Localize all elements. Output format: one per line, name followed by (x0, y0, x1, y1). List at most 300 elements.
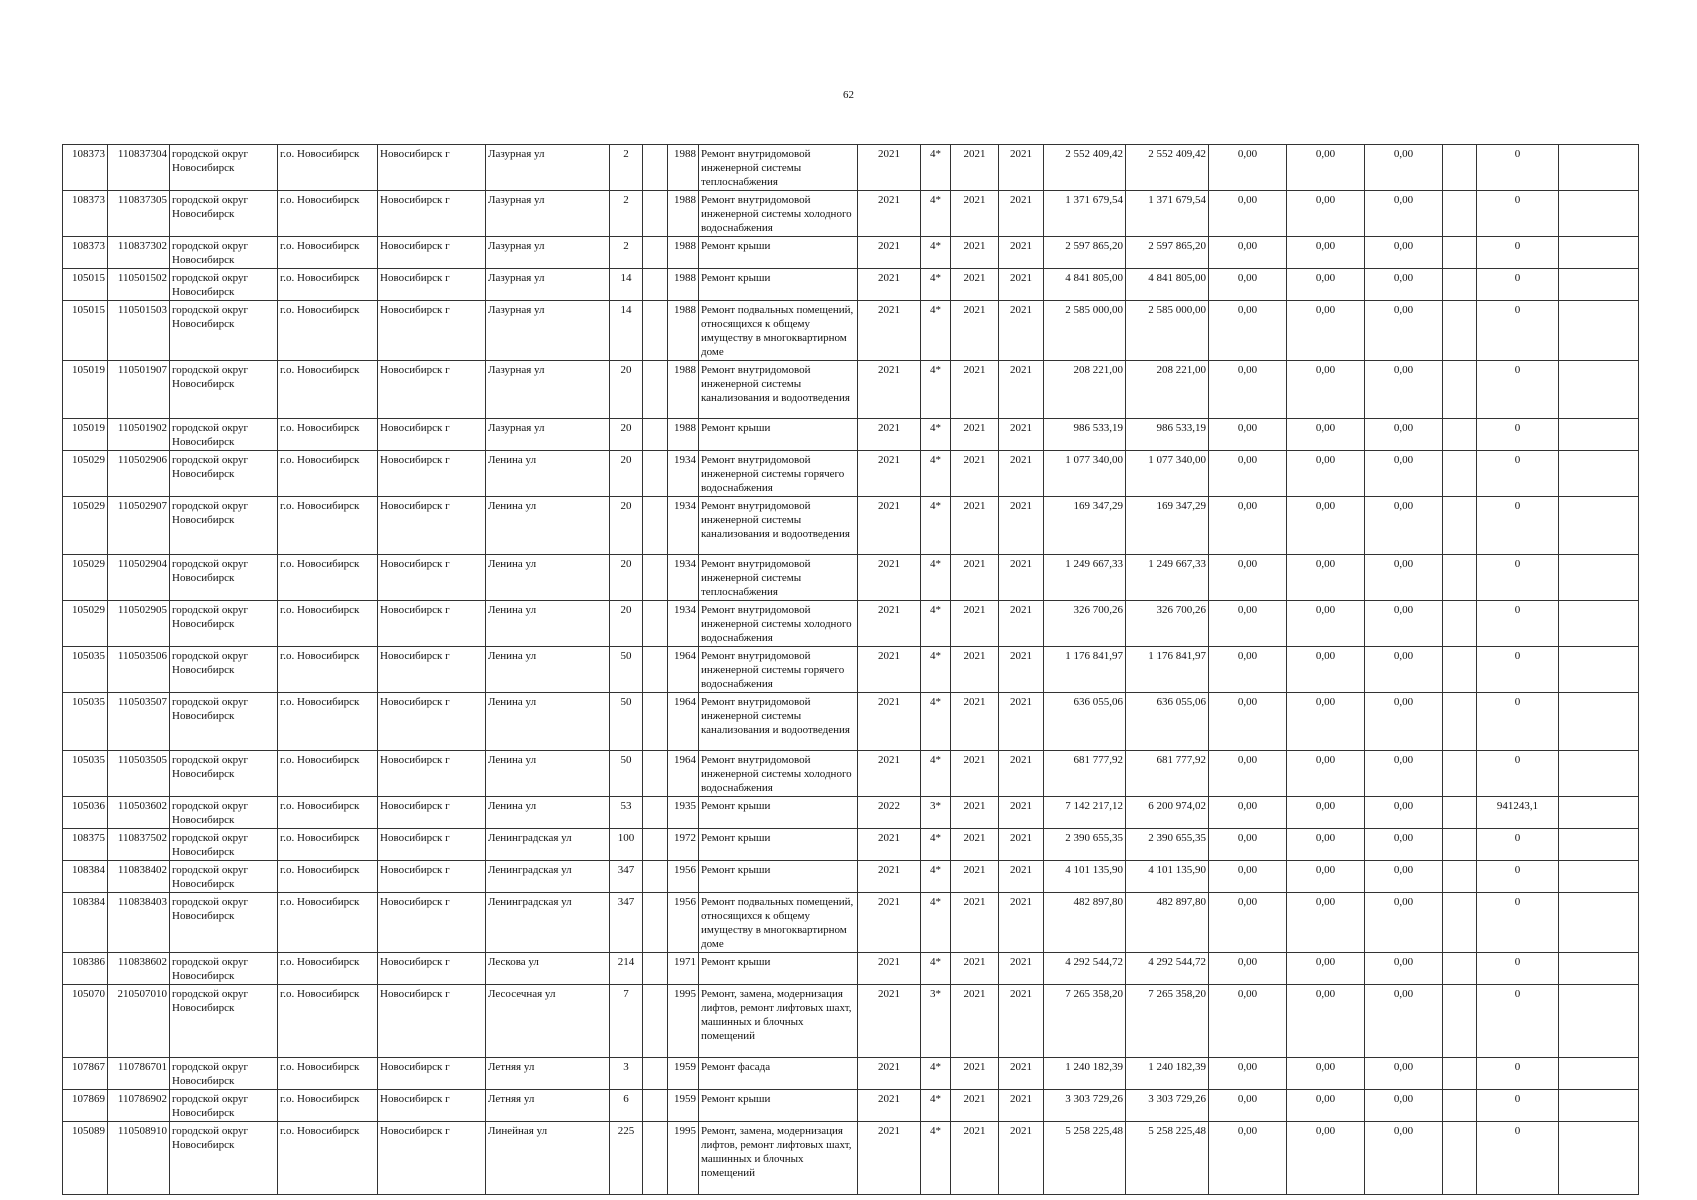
cell-total: 7 265 358,20 (1044, 985, 1126, 1058)
cell-extra (643, 269, 668, 301)
cell-other: 0 (1477, 1058, 1559, 1090)
cell-last (1559, 601, 1639, 647)
cell-street: Ленина ул (486, 693, 610, 751)
cell-work: Ремонт внутридомовой инженерной системы горячего водоснабжения (699, 647, 858, 693)
cell-last (1559, 751, 1639, 797)
cell-s2: 0,00 (1287, 145, 1365, 191)
cell-district: городской округ Новосибирск (170, 1058, 278, 1090)
cell-district: городской округ Новосибирск (170, 191, 278, 237)
cell-s1: 0,00 (1209, 191, 1287, 237)
cell-s3: 0,00 (1365, 953, 1443, 985)
cell-extra (643, 1122, 668, 1195)
cell-code: 110503505 (108, 751, 170, 797)
cell-cat: 4* (921, 751, 951, 797)
cell-year: 1988 (668, 145, 699, 191)
cell-go: г.о. Новосибирск (278, 693, 378, 751)
cell-cat: 4* (921, 451, 951, 497)
cell-s3: 0,00 (1365, 269, 1443, 301)
cell-extra (643, 861, 668, 893)
cell-last (1559, 985, 1639, 1058)
cell-total: 7 142 217,12 (1044, 797, 1126, 829)
cell-s3: 0,00 (1365, 893, 1443, 953)
cell-extra (643, 237, 668, 269)
cell-s1: 0,00 (1209, 1090, 1287, 1122)
cell-total: 4 101 135,90 (1044, 861, 1126, 893)
cell-y1: 2021 (951, 269, 999, 301)
cell-y1: 2021 (951, 953, 999, 985)
cell-total: 4 841 805,00 (1044, 269, 1126, 301)
cell-last (1559, 497, 1639, 555)
cell-district: городской округ Новосибирск (170, 829, 278, 861)
cell-city: Новосибирск г (378, 1090, 486, 1122)
cell-street: Ленинградская ул (486, 829, 610, 861)
cell-y2: 2021 (999, 985, 1044, 1058)
cell-extra (643, 451, 668, 497)
cell-cat: 4* (921, 893, 951, 953)
cell-fund: 681 777,92 (1126, 751, 1209, 797)
cell-cat: 4* (921, 1058, 951, 1090)
cell-cat: 4* (921, 647, 951, 693)
cell-cat: 3* (921, 797, 951, 829)
cell-blank (1443, 647, 1477, 693)
cell-work: Ремонт внутридомовой инженерной системы канализования и водоотведения (699, 497, 858, 555)
table-row (63, 693, 1639, 751)
cell-total: 636 055,06 (1044, 693, 1126, 751)
cell-extra (643, 953, 668, 985)
cell-street: Ленинградская ул (486, 893, 610, 953)
cell-last (1559, 829, 1639, 861)
cell-go: г.о. Новосибирск (278, 1058, 378, 1090)
cell-y2: 2021 (999, 751, 1044, 797)
cell-code: 110502905 (108, 601, 170, 647)
cell-blank (1443, 555, 1477, 601)
cell-id: 105035 (63, 647, 108, 693)
cell-fund: 1 176 841,97 (1126, 647, 1209, 693)
cell-work: Ремонт, замена, модернизация лифтов, ремонт лифтовых шахт, машинных и блочных помещений (699, 985, 858, 1058)
table-row (63, 829, 1639, 861)
cell-code: 110508910 (108, 1122, 170, 1195)
cell-city: Новосибирск г (378, 601, 486, 647)
cell-work: Ремонт внутридомовой инженерной системы холодного водоснабжения (699, 601, 858, 647)
cell-street: Лазурная ул (486, 419, 610, 451)
cell-plan-year: 2021 (858, 953, 921, 985)
cell-cat: 4* (921, 601, 951, 647)
cell-s1: 0,00 (1209, 797, 1287, 829)
table-row (63, 497, 1639, 555)
cell-total: 4 292 544,72 (1044, 953, 1126, 985)
cell-other: 0 (1477, 1090, 1559, 1122)
cell-other: 0 (1477, 829, 1559, 861)
cell-blank (1443, 191, 1477, 237)
cell-go: г.о. Новосибирск (278, 1122, 378, 1195)
cell-work: Ремонт крыши (699, 829, 858, 861)
cell-other: 0 (1477, 361, 1559, 419)
cell-id: 108386 (63, 953, 108, 985)
cell-last (1559, 861, 1639, 893)
cell-cat: 4* (921, 1090, 951, 1122)
cell-city: Новосибирск г (378, 555, 486, 601)
cell-code: 110838602 (108, 953, 170, 985)
cell-other: 0 (1477, 269, 1559, 301)
cell-other: 0 (1477, 145, 1559, 191)
cell-s2: 0,00 (1287, 647, 1365, 693)
cell-y2: 2021 (999, 497, 1044, 555)
cell-house: 100 (610, 829, 643, 861)
cell-code: 110503507 (108, 693, 170, 751)
cell-total: 986 533,19 (1044, 419, 1126, 451)
cell-year: 1988 (668, 191, 699, 237)
cell-s2: 0,00 (1287, 861, 1365, 893)
cell-go: г.о. Новосибирск (278, 555, 378, 601)
cell-house: 50 (610, 693, 643, 751)
cell-y1: 2021 (951, 601, 999, 647)
cell-id: 105015 (63, 301, 108, 361)
cell-last (1559, 953, 1639, 985)
cell-code: 110837305 (108, 191, 170, 237)
cell-total: 1 249 667,33 (1044, 555, 1126, 601)
cell-last (1559, 797, 1639, 829)
cell-s1: 0,00 (1209, 647, 1287, 693)
cell-other: 0 (1477, 451, 1559, 497)
cell-s3: 0,00 (1365, 693, 1443, 751)
cell-extra (643, 1058, 668, 1090)
cell-s3: 0,00 (1365, 1090, 1443, 1122)
cell-y2: 2021 (999, 145, 1044, 191)
cell-id: 105035 (63, 693, 108, 751)
cell-fund: 6 200 974,02 (1126, 797, 1209, 829)
cell-y1: 2021 (951, 419, 999, 451)
cell-blank (1443, 497, 1477, 555)
cell-year: 1964 (668, 693, 699, 751)
cell-y1: 2021 (951, 693, 999, 751)
cell-cat: 4* (921, 555, 951, 601)
cell-s1: 0,00 (1209, 751, 1287, 797)
cell-other: 0 (1477, 953, 1559, 985)
cell-y2: 2021 (999, 797, 1044, 829)
cell-y1: 2021 (951, 1122, 999, 1195)
cell-year: 1935 (668, 797, 699, 829)
cell-plan-year: 2021 (858, 893, 921, 953)
cell-plan-year: 2021 (858, 751, 921, 797)
cell-work: Ремонт крыши (699, 1090, 858, 1122)
cell-plan-year: 2021 (858, 237, 921, 269)
cell-house: 20 (610, 555, 643, 601)
cell-y1: 2021 (951, 451, 999, 497)
cell-city: Новосибирск г (378, 797, 486, 829)
cell-go: г.о. Новосибирск (278, 893, 378, 953)
cell-year: 1934 (668, 497, 699, 555)
cell-blank (1443, 1122, 1477, 1195)
cell-s1: 0,00 (1209, 985, 1287, 1058)
cell-blank (1443, 301, 1477, 361)
cell-other: 0 (1477, 191, 1559, 237)
cell-cat: 4* (921, 269, 951, 301)
cell-cat: 4* (921, 145, 951, 191)
cell-cat: 4* (921, 419, 951, 451)
cell-extra (643, 191, 668, 237)
cell-other: 941243,1 (1477, 797, 1559, 829)
cell-go: г.о. Новосибирск (278, 829, 378, 861)
cell-street: Ленина ул (486, 647, 610, 693)
cell-s1: 0,00 (1209, 1058, 1287, 1090)
cell-street: Ленина ул (486, 601, 610, 647)
cell-s2: 0,00 (1287, 1090, 1365, 1122)
cell-work: Ремонт внутридомовой инженерной системы холодного водоснабжения (699, 751, 858, 797)
cell-district: городской округ Новосибирск (170, 497, 278, 555)
table-row (63, 647, 1639, 693)
cell-extra (643, 601, 668, 647)
cell-s1: 0,00 (1209, 953, 1287, 985)
cell-y1: 2021 (951, 191, 999, 237)
cell-year: 1972 (668, 829, 699, 861)
cell-plan-year: 2021 (858, 829, 921, 861)
cell-blank (1443, 693, 1477, 751)
cell-s3: 0,00 (1365, 555, 1443, 601)
cell-house: 347 (610, 861, 643, 893)
cell-code: 110503602 (108, 797, 170, 829)
cell-s3: 0,00 (1365, 237, 1443, 269)
cell-total: 1 240 182,39 (1044, 1058, 1126, 1090)
cell-last (1559, 1122, 1639, 1195)
cell-blank (1443, 269, 1477, 301)
cell-go: г.о. Новосибирск (278, 751, 378, 797)
cell-street: Лазурная ул (486, 269, 610, 301)
cell-fund: 986 533,19 (1126, 419, 1209, 451)
cell-plan-year: 2021 (858, 647, 921, 693)
cell-s2: 0,00 (1287, 269, 1365, 301)
cell-blank (1443, 361, 1477, 419)
cell-s3: 0,00 (1365, 861, 1443, 893)
cell-year: 1956 (668, 893, 699, 953)
cell-s3: 0,00 (1365, 191, 1443, 237)
cell-house: 20 (610, 451, 643, 497)
cell-y2: 2021 (999, 237, 1044, 269)
cell-district: городской округ Новосибирск (170, 555, 278, 601)
cell-fund: 4 841 805,00 (1126, 269, 1209, 301)
cell-y1: 2021 (951, 361, 999, 419)
cell-extra (643, 751, 668, 797)
cell-extra (643, 647, 668, 693)
cell-fund: 2 390 655,35 (1126, 829, 1209, 861)
cell-total: 681 777,92 (1044, 751, 1126, 797)
cell-s2: 0,00 (1287, 601, 1365, 647)
cell-street: Ленина ул (486, 555, 610, 601)
cell-plan-year: 2021 (858, 1122, 921, 1195)
cell-id: 105070 (63, 985, 108, 1058)
cell-code: 110838402 (108, 861, 170, 893)
cell-s1: 0,00 (1209, 361, 1287, 419)
cell-go: г.о. Новосибирск (278, 1090, 378, 1122)
cell-house: 53 (610, 797, 643, 829)
cell-city: Новосибирск г (378, 191, 486, 237)
cell-s1: 0,00 (1209, 451, 1287, 497)
cell-district: городской округ Новосибирск (170, 361, 278, 419)
cell-fund: 4 292 544,72 (1126, 953, 1209, 985)
cell-go: г.о. Новосибирск (278, 953, 378, 985)
cell-y2: 2021 (999, 693, 1044, 751)
cell-last (1559, 1058, 1639, 1090)
cell-blank (1443, 237, 1477, 269)
cell-fund: 636 055,06 (1126, 693, 1209, 751)
cell-total: 1 176 841,97 (1044, 647, 1126, 693)
cell-other: 0 (1477, 985, 1559, 1058)
cell-s2: 0,00 (1287, 419, 1365, 451)
cell-plan-year: 2021 (858, 1058, 921, 1090)
cell-extra (643, 797, 668, 829)
cell-city: Новосибирск г (378, 829, 486, 861)
cell-street: Лесосечная ул (486, 985, 610, 1058)
cell-street: Ленина ул (486, 797, 610, 829)
cell-house: 347 (610, 893, 643, 953)
cell-city: Новосибирск г (378, 237, 486, 269)
cell-id: 105029 (63, 601, 108, 647)
cell-district: городской округ Новосибирск (170, 693, 278, 751)
cell-house: 2 (610, 191, 643, 237)
cell-city: Новосибирск г (378, 953, 486, 985)
cell-street: Лазурная ул (486, 301, 610, 361)
cell-id: 108373 (63, 237, 108, 269)
cell-street: Лазурная ул (486, 237, 610, 269)
cell-year: 1988 (668, 237, 699, 269)
page-number: 62 (843, 89, 854, 101)
cell-y1: 2021 (951, 797, 999, 829)
cell-year: 1971 (668, 953, 699, 985)
table-row (63, 601, 1639, 647)
cell-s3: 0,00 (1365, 145, 1443, 191)
cell-work: Ремонт подвальных помещений, относящихся к общему имуществу в многоквартирном доме (699, 301, 858, 361)
cell-y2: 2021 (999, 1058, 1044, 1090)
table-row (63, 301, 1639, 361)
cell-city: Новосибирск г (378, 301, 486, 361)
cell-s1: 0,00 (1209, 1122, 1287, 1195)
cell-plan-year: 2021 (858, 497, 921, 555)
cell-year: 1988 (668, 419, 699, 451)
cell-s1: 0,00 (1209, 419, 1287, 451)
cell-y2: 2021 (999, 301, 1044, 361)
cell-house: 14 (610, 269, 643, 301)
cell-s1: 0,00 (1209, 693, 1287, 751)
cell-s1: 0,00 (1209, 269, 1287, 301)
cell-go: г.о. Новосибирск (278, 451, 378, 497)
cell-y1: 2021 (951, 829, 999, 861)
cell-s3: 0,00 (1365, 361, 1443, 419)
cell-street: Линейная ул (486, 1122, 610, 1195)
cell-year: 1988 (668, 361, 699, 419)
cell-s2: 0,00 (1287, 1122, 1365, 1195)
cell-extra (643, 145, 668, 191)
cell-total: 208 221,00 (1044, 361, 1126, 419)
cell-blank (1443, 829, 1477, 861)
cell-fund: 2 585 000,00 (1126, 301, 1209, 361)
cell-s3: 0,00 (1365, 1058, 1443, 1090)
cell-work: Ремонт крыши (699, 237, 858, 269)
cell-y1: 2021 (951, 1090, 999, 1122)
cell-district: городской округ Новосибирск (170, 145, 278, 191)
cell-district: городской округ Новосибирск (170, 1122, 278, 1195)
cell-total: 3 303 729,26 (1044, 1090, 1126, 1122)
cell-year: 1959 (668, 1090, 699, 1122)
cell-s2: 0,00 (1287, 301, 1365, 361)
cell-district: городской округ Новосибирск (170, 647, 278, 693)
table-row (63, 555, 1639, 601)
cell-y2: 2021 (999, 861, 1044, 893)
cell-last (1559, 1090, 1639, 1122)
cell-work: Ремонт крыши (699, 953, 858, 985)
cell-go: г.о. Новосибирск (278, 269, 378, 301)
cell-y2: 2021 (999, 953, 1044, 985)
cell-s3: 0,00 (1365, 1122, 1443, 1195)
cell-other: 0 (1477, 1122, 1559, 1195)
cell-y2: 2021 (999, 191, 1044, 237)
cell-plan-year: 2021 (858, 985, 921, 1058)
cell-district: городской округ Новосибирск (170, 861, 278, 893)
table-row (63, 1090, 1639, 1122)
table-row (63, 1058, 1639, 1090)
cell-blank (1443, 797, 1477, 829)
cell-year: 1934 (668, 451, 699, 497)
cell-s3: 0,00 (1365, 797, 1443, 829)
cell-plan-year: 2021 (858, 1090, 921, 1122)
cell-other: 0 (1477, 237, 1559, 269)
cell-s3: 0,00 (1365, 829, 1443, 861)
cell-y1: 2021 (951, 861, 999, 893)
table-row (63, 269, 1639, 301)
table-row (63, 1122, 1639, 1195)
table-row (63, 953, 1639, 985)
cell-year: 1995 (668, 1122, 699, 1195)
table-row (63, 419, 1639, 451)
cell-y1: 2021 (951, 301, 999, 361)
cell-fund: 1 240 182,39 (1126, 1058, 1209, 1090)
table-row (63, 451, 1639, 497)
cell-house: 225 (610, 1122, 643, 1195)
cell-fund: 7 265 358,20 (1126, 985, 1209, 1058)
cell-s2: 0,00 (1287, 893, 1365, 953)
cell-house: 20 (610, 419, 643, 451)
cell-id: 108373 (63, 145, 108, 191)
cell-s3: 0,00 (1365, 497, 1443, 555)
cell-house: 7 (610, 985, 643, 1058)
cell-go: г.о. Новосибирск (278, 985, 378, 1058)
cell-s3: 0,00 (1365, 419, 1443, 451)
cell-code: 210507010 (108, 985, 170, 1058)
cell-fund: 482 897,80 (1126, 893, 1209, 953)
cell-blank (1443, 751, 1477, 797)
cell-y1: 2021 (951, 985, 999, 1058)
cell-work: Ремонт внутридомовой инженерной системы канализования и водоотведения (699, 361, 858, 419)
cell-s2: 0,00 (1287, 361, 1365, 419)
cell-district: городской округ Новосибирск (170, 893, 278, 953)
table-row (63, 145, 1639, 191)
cell-extra (643, 497, 668, 555)
cell-s2: 0,00 (1287, 237, 1365, 269)
cell-plan-year: 2022 (858, 797, 921, 829)
cell-go: г.о. Новосибирск (278, 145, 378, 191)
cell-id: 105035 (63, 751, 108, 797)
cell-go: г.о. Новосибирск (278, 191, 378, 237)
cell-work: Ремонт фасада (699, 1058, 858, 1090)
cell-plan-year: 2021 (858, 301, 921, 361)
cell-y1: 2021 (951, 751, 999, 797)
cell-id: 105019 (63, 361, 108, 419)
cell-work: Ремонт крыши (699, 419, 858, 451)
cell-cat: 4* (921, 861, 951, 893)
cell-last (1559, 301, 1639, 361)
cell-id: 105089 (63, 1122, 108, 1195)
cell-s2: 0,00 (1287, 829, 1365, 861)
cell-cat: 4* (921, 361, 951, 419)
cell-extra (643, 1090, 668, 1122)
